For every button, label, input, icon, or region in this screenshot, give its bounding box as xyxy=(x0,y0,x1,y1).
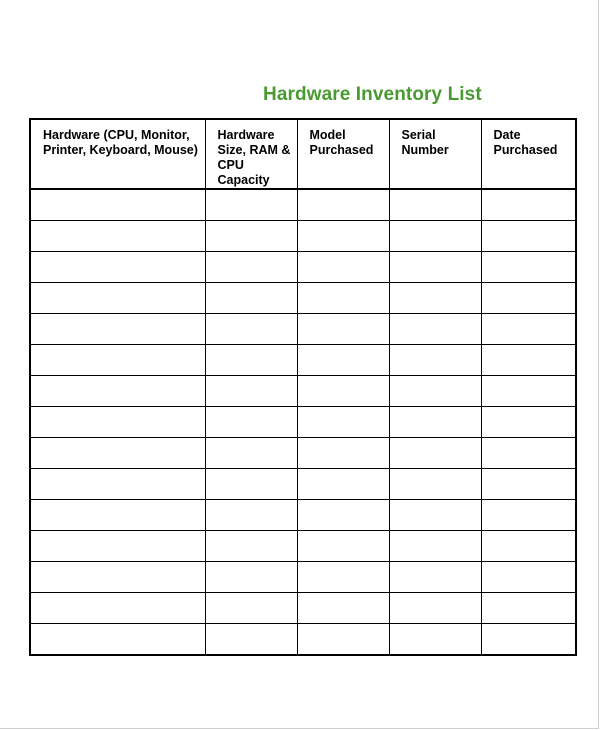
inventory-table xyxy=(29,118,577,656)
cell-hardware xyxy=(30,345,205,376)
cell-hardware-size xyxy=(205,376,297,407)
cell-date-purchased xyxy=(481,500,576,531)
cell-model-purchased xyxy=(297,500,389,531)
table-header-row xyxy=(30,119,576,189)
cell-hardware-size xyxy=(205,189,297,221)
cell-hardware xyxy=(30,562,205,593)
table-row xyxy=(30,252,576,283)
table-row xyxy=(30,500,576,531)
cell-date-purchased xyxy=(481,438,576,469)
cell-hardware xyxy=(30,500,205,531)
cell-serial-number xyxy=(389,469,481,500)
cell-model-purchased xyxy=(297,283,389,314)
cell-hardware xyxy=(30,252,205,283)
header-hardware-size: Hardware Size, RAM & CPU Capacity xyxy=(205,119,297,189)
cell-hardware xyxy=(30,624,205,656)
cell-hardware xyxy=(30,531,205,562)
table-row xyxy=(30,221,576,252)
cell-date-purchased xyxy=(481,531,576,562)
cell-serial-number xyxy=(389,221,481,252)
cell-serial-number xyxy=(389,438,481,469)
table-row xyxy=(30,283,576,314)
table-row xyxy=(30,531,576,562)
cell-model-purchased xyxy=(297,252,389,283)
cell-hardware-size xyxy=(205,500,297,531)
table-row xyxy=(30,376,576,407)
header-model-purchased: Model Purchased xyxy=(297,119,389,189)
cell-hardware-size xyxy=(205,345,297,376)
cell-serial-number xyxy=(389,376,481,407)
cell-serial-number xyxy=(389,593,481,624)
cell-model-purchased xyxy=(297,407,389,438)
cell-date-purchased xyxy=(481,593,576,624)
cell-hardware xyxy=(30,283,205,314)
cell-model-purchased xyxy=(297,376,389,407)
table-row xyxy=(30,407,576,438)
cell-hardware-size xyxy=(205,283,297,314)
cell-hardware xyxy=(30,221,205,252)
cell-hardware-size xyxy=(205,531,297,562)
cell-model-purchased xyxy=(297,438,389,469)
table-row xyxy=(30,562,576,593)
table-row xyxy=(30,624,576,656)
cell-hardware-size xyxy=(205,469,297,500)
header-hardware: Hardware (CPU, Monitor, Printer, Keyboard, Mouse) xyxy=(30,119,205,189)
cell-hardware-size xyxy=(205,562,297,593)
table-row xyxy=(30,314,576,345)
cell-date-purchased xyxy=(481,283,576,314)
cell-hardware-size xyxy=(205,438,297,469)
cell-model-purchased xyxy=(297,593,389,624)
cell-date-purchased xyxy=(481,252,576,283)
cell-serial-number xyxy=(389,407,481,438)
header-date-purchased: Date Purchased xyxy=(481,119,576,189)
cell-model-purchased xyxy=(297,531,389,562)
cell-serial-number xyxy=(389,624,481,656)
cell-model-purchased xyxy=(297,624,389,656)
cell-hardware-size xyxy=(205,593,297,624)
cell-hardware xyxy=(30,376,205,407)
table-row xyxy=(30,593,576,624)
cell-serial-number xyxy=(389,314,481,345)
cell-date-purchased xyxy=(481,469,576,500)
cell-hardware-size xyxy=(205,624,297,656)
cell-hardware-size xyxy=(205,221,297,252)
cell-hardware xyxy=(30,189,205,221)
cell-model-purchased xyxy=(297,469,389,500)
cell-serial-number xyxy=(389,500,481,531)
cell-date-purchased xyxy=(481,376,576,407)
cell-serial-number xyxy=(389,562,481,593)
cell-hardware-size xyxy=(205,252,297,283)
cell-hardware-size xyxy=(205,314,297,345)
header-serial-number: Serial Number xyxy=(389,119,481,189)
cell-model-purchased xyxy=(297,189,389,221)
cell-model-purchased xyxy=(297,314,389,345)
cell-hardware-size xyxy=(205,407,297,438)
table-row xyxy=(30,438,576,469)
cell-hardware xyxy=(30,407,205,438)
cell-hardware xyxy=(30,469,205,500)
cell-hardware xyxy=(30,314,205,345)
cell-date-purchased xyxy=(481,624,576,656)
cell-date-purchased xyxy=(481,314,576,345)
cell-date-purchased xyxy=(481,562,576,593)
table-body xyxy=(30,189,576,655)
cell-model-purchased xyxy=(297,345,389,376)
cell-model-purchased xyxy=(297,562,389,593)
page-title: Hardware Inventory List xyxy=(263,84,482,105)
cell-serial-number xyxy=(389,189,481,221)
cell-serial-number xyxy=(389,345,481,376)
cell-hardware xyxy=(30,438,205,469)
cell-date-purchased xyxy=(481,221,576,252)
table-row xyxy=(30,189,576,221)
cell-serial-number xyxy=(389,531,481,562)
cell-serial-number xyxy=(389,283,481,314)
table-row xyxy=(30,469,576,500)
cell-date-purchased xyxy=(481,345,576,376)
cell-date-purchased xyxy=(481,189,576,221)
cell-serial-number xyxy=(389,252,481,283)
cell-model-purchased xyxy=(297,221,389,252)
cell-hardware xyxy=(30,593,205,624)
table-row xyxy=(30,345,576,376)
cell-date-purchased xyxy=(481,407,576,438)
